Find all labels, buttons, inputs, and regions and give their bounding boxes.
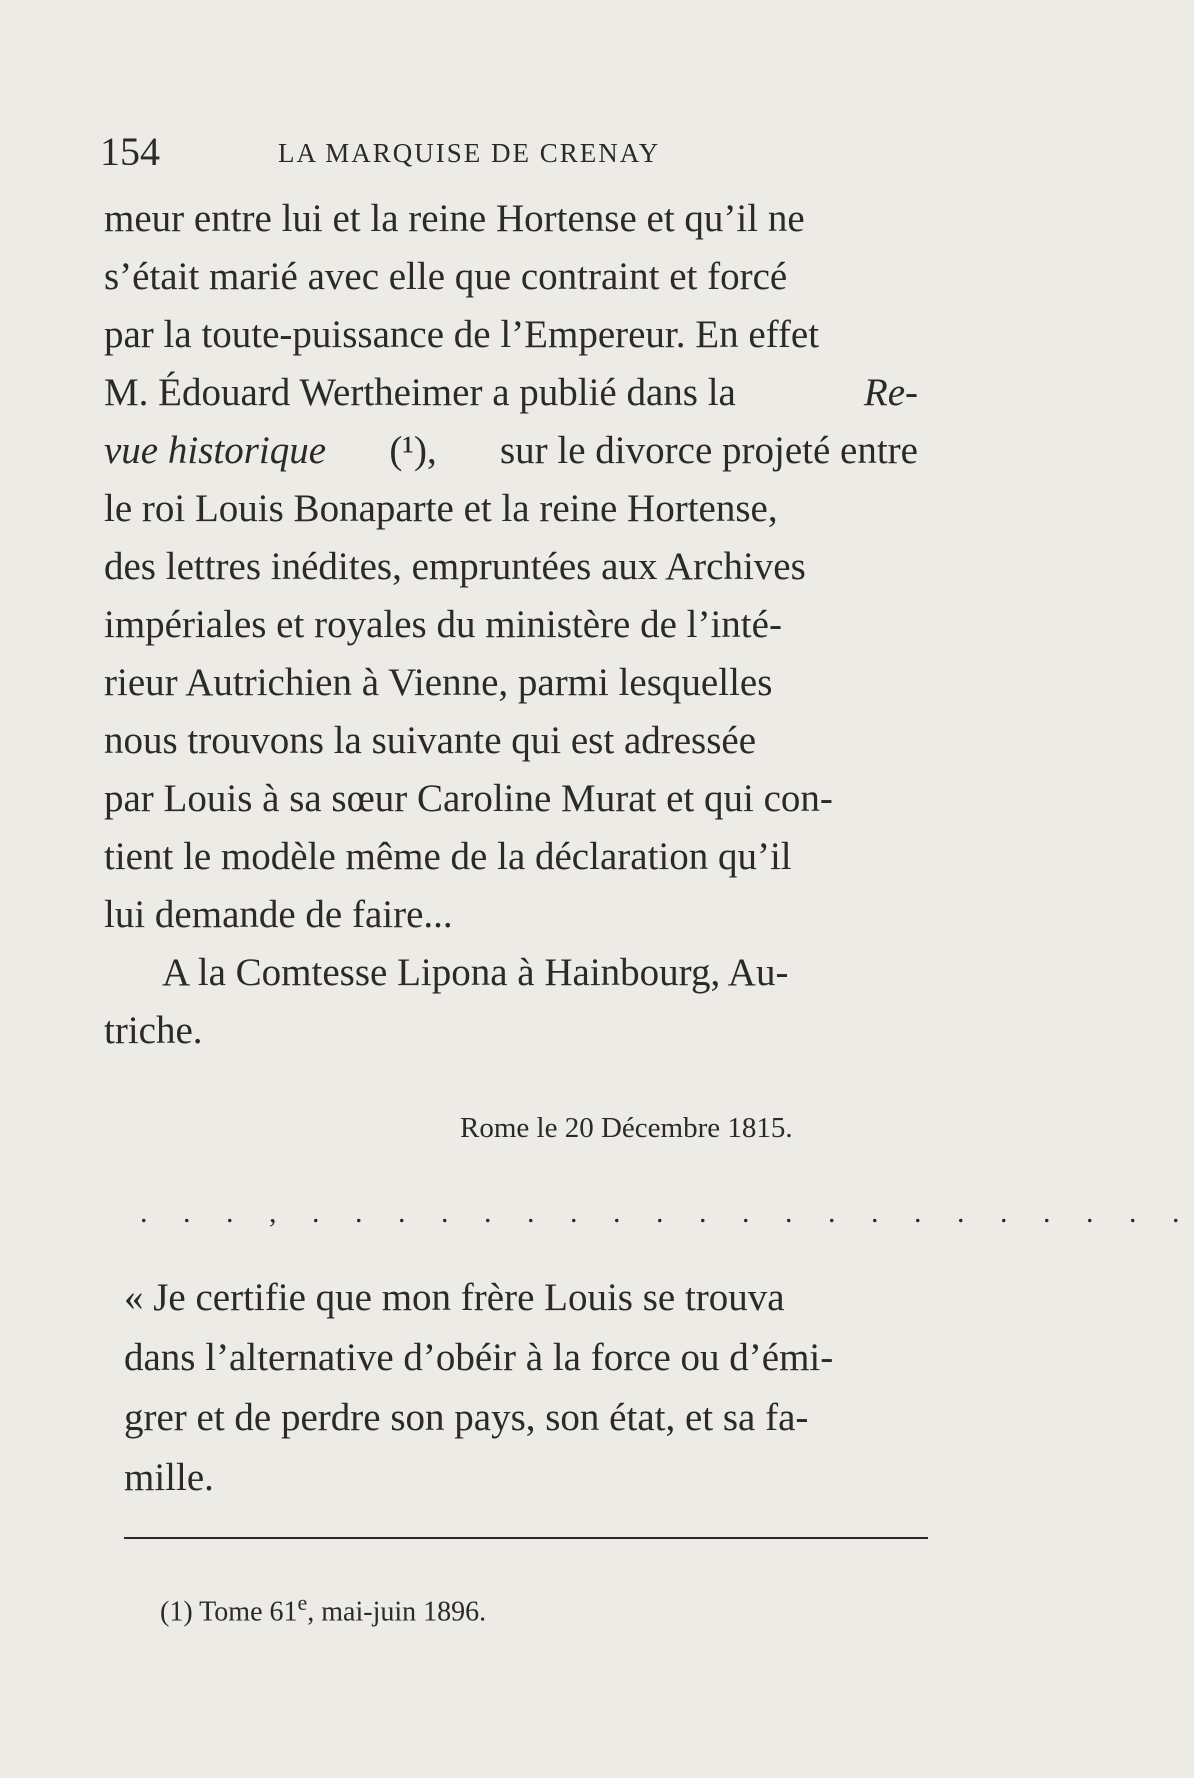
text-line: rieur Autrichien à Vienne, parmi lesquelles (104, 661, 773, 704)
footnote-rule (124, 1537, 928, 1539)
quote-line: « Je certifie que mon frère Louis se trouva (124, 1276, 785, 1319)
text-line: triche. (104, 1009, 203, 1052)
running-head: LA MARQUISE DE CRENAY (278, 138, 661, 168)
text-line: lui demande de faire... (104, 893, 453, 936)
quote-line: dans l’alternative d’obéir à la force ou d’émi- (124, 1336, 834, 1379)
body-text (104, 190, 918, 1060)
footnote-ref[interactable]: (¹), (389, 429, 437, 472)
text-line: des lettres inédites, empruntées aux Archives (104, 545, 806, 588)
text-line: tient le modèle même de la déclaration qu’il (104, 835, 792, 878)
text-line: par Louis à sa sœur Caroline Murat et qui con- (104, 777, 833, 820)
quote-line: grer et de perdre son pays, son état, et sa fa- (124, 1396, 809, 1439)
letter-quote (124, 1268, 918, 1508)
italic-text: vue (104, 429, 159, 472)
text-line: vue historique (¹), sur le divorce projeté entre (104, 422, 918, 480)
letter-dateline: Rome le 20 Décembre 1815. (460, 1112, 793, 1144)
footnote: (1) Tome 61e, mai-juin 1896. (160, 1590, 487, 1628)
page-header (100, 128, 920, 178)
text-line: M. Édouard Wertheimer a publié dans la Re- (104, 364, 918, 422)
text-line: par la toute-puissance de l’Empereur. En effet (104, 313, 820, 356)
text-line: impériales et royales du ministère de l’inté- (104, 603, 782, 646)
ellipsis-row: . . . , . . . . . . . . . . . . . . . . . . . . . (140, 1196, 1194, 1229)
text-line: s’était marié avec elle que contraint et forcé (104, 255, 788, 298)
text-line: meur entre lui et la reine Hortense et qu’il ne (104, 197, 805, 240)
text-line: nous trouvons la suivante qui est adressée (104, 719, 757, 762)
text-line: le roi Louis Bonaparte et la reine Hortense, (104, 487, 778, 530)
page-number: 154 (100, 129, 160, 174)
text-line: A la Comtesse Lipona à Hainbourg, Au- (162, 951, 789, 994)
quote-line: mille. (124, 1456, 214, 1499)
italic-text: Re- (863, 371, 918, 414)
italic-text: historique (167, 429, 327, 472)
